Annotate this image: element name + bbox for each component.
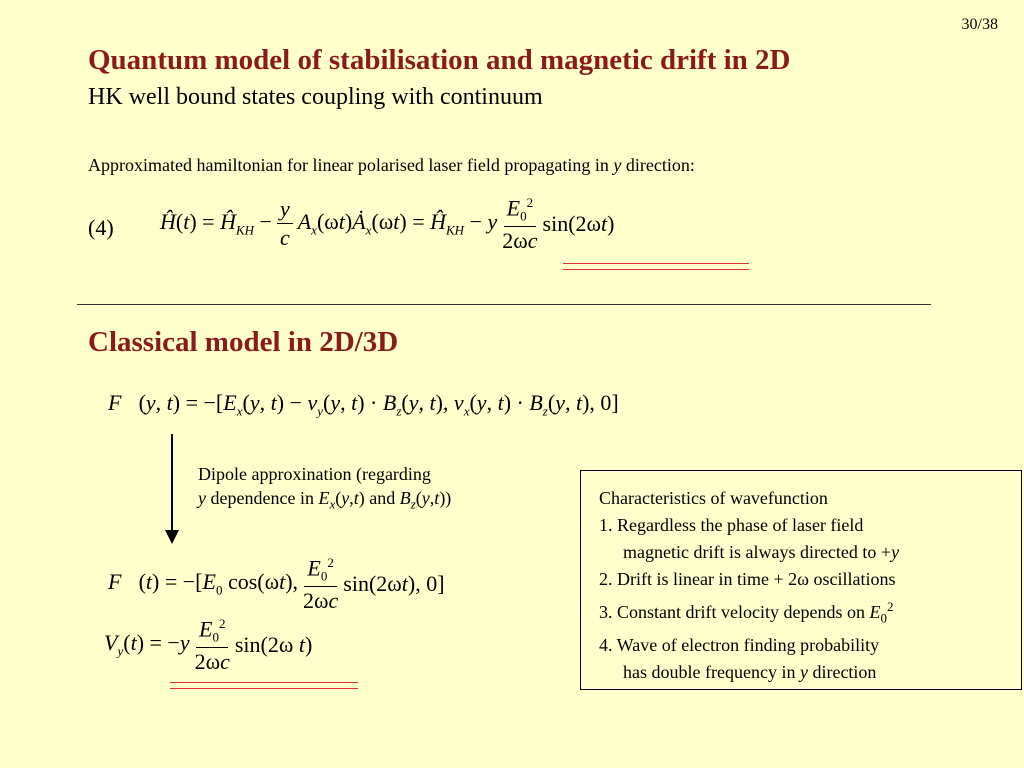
- section-title: Classical model in 2D/3D: [88, 326, 399, 358]
- slide-subtitle: HK well bound states coupling with continuum: [88, 84, 543, 110]
- arrow-down-icon: [165, 530, 179, 544]
- characteristic-item: 1. Regardless the phase of laser field: [599, 515, 864, 535]
- dipole-note-line1: Dipole approxination (regarding: [198, 464, 431, 484]
- characteristic-item: 4. Wave of electron finding probability: [599, 634, 880, 655]
- hamiltonian-equation: Ĥ(t) = $Ĥ_{KH}$ − $\frac{y}{c}$ $A_x(\omega t)Ȧ_x(\omega t)$ = $Ĥ_{KH} - y$ $\frac{E_0^2}{2\omega c}$ sin(2ωt): [160, 195, 615, 253]
- dipole-force-equation: F⃗(t) = $-[E_0$ cos(ωt), $\frac{E_0^2}{2\omega c}$ sin(2ωt), 0]: [108, 555, 445, 613]
- velocity-underline: [170, 682, 358, 689]
- characteristics-heading: Characteristics of wavefunction: [599, 488, 828, 508]
- equation-number: (4): [88, 215, 114, 240]
- arrow-shaft: [171, 434, 173, 534]
- characteristic-item: magnetic drift is always directed to +y: [623, 542, 900, 562]
- characteristic-item: 2. Drift is linear in time + 2ω oscillations: [599, 569, 896, 589]
- hamiltonian-intro: Approximated hamiltonian for linear polarised laser field propagating in y direction:: [88, 155, 695, 175]
- slide-number: 30/38: [961, 16, 998, 33]
- characteristic-item: has double frequency in y direction: [623, 661, 877, 682]
- dipole-note: [198, 462, 451, 517]
- dipole-note-line2: y dependence in $E_x(y,t)$ and $B_z(y,t)$): [198, 488, 452, 512]
- velocity-equation: $V_y(t) = -y$ $\frac{E_0^2}{2\omega c}$ sin(2ω t): [104, 616, 313, 674]
- force-equation: F⃗(y, $t) = -[E_x(y$, $t) - v_y(y$, $t) \cdot B_z(y$, t), $v_x(y$, $t) \cdot B_z(y$, t), 0]: [108, 390, 619, 419]
- characteristic-item: 3. Constant drift velocity depends on $E_0^2$: [599, 599, 894, 626]
- characteristics-box: [580, 470, 1022, 690]
- equation-underline: [563, 263, 749, 270]
- section-divider: [77, 304, 931, 305]
- slide-title: Quantum model of stabilisation and magnetic drift in 2D: [88, 44, 791, 76]
